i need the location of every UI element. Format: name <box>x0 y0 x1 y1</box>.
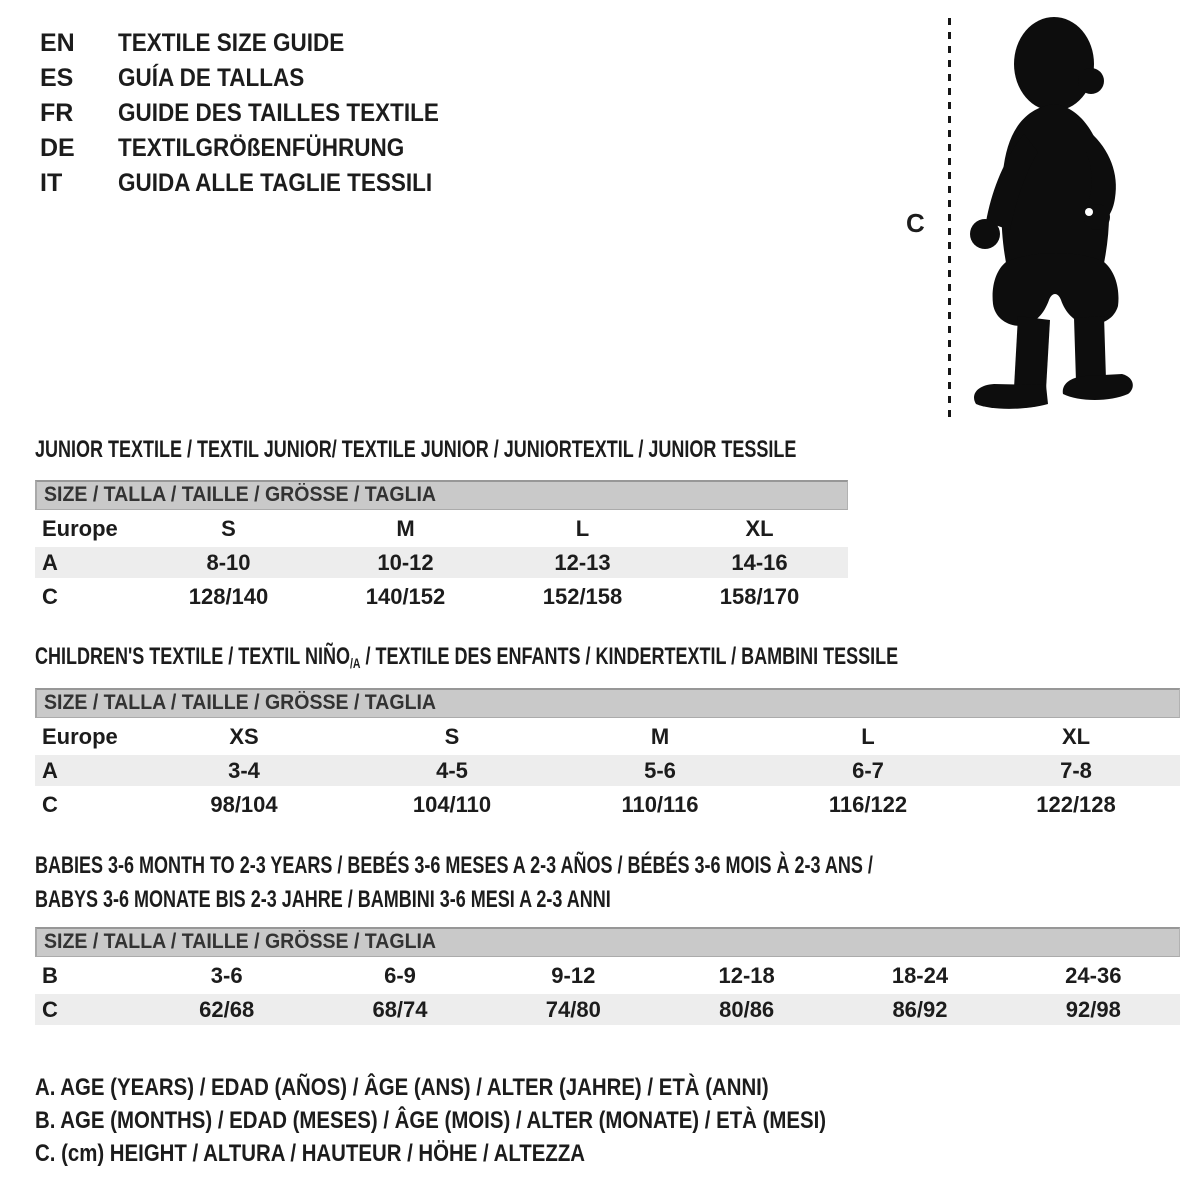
size-cell: XS <box>229 723 259 749</box>
language-code: EN <box>40 29 75 57</box>
height-cell: 110/116 <box>621 791 699 817</box>
row-label: C <box>42 791 58 817</box>
language-title: GUIDA ALLE TAGLIE TESSILI <box>118 169 433 197</box>
row-label: B <box>42 962 58 988</box>
size-cell: S <box>444 723 460 749</box>
junior-section-title: JUNIOR TEXTILE / TEXTIL JUNIOR/ TEXTILE JUNIOR / JUNIORTEXTIL / JUNIOR TESSILE <box>35 436 797 463</box>
size-cell: S <box>221 515 236 541</box>
babies-section-title: BABIES 3-6 MONTH TO 2-3 YEARS / BEBÉS 3-6 MESES A 2-3 AÑOS / BÉBÉS 3-6 MOIS À 2-3 ANS / BABYS 3-6 MONATE BIS 2-3 JAHRE / BAMBINI 3-6 MESI A 2-3 ANNI <box>35 852 873 913</box>
height-cell: 86/92 <box>892 996 948 1022</box>
table-row-months <box>35 960 1180 991</box>
size-cell: L <box>861 723 875 749</box>
toddler-silhouette-icon <box>962 14 1146 424</box>
language-title: GUIDE DES TAILLES TEXTILE <box>118 99 439 127</box>
months-cell: 6-9 <box>384 962 416 988</box>
height-cell: 92/98 <box>1065 996 1121 1022</box>
legend <box>35 1071 966 1170</box>
months-cell: 9-12 <box>551 962 596 988</box>
age-cell: 12-13 <box>554 549 611 575</box>
height-measure-label: C <box>906 208 925 238</box>
height-cell: 80/86 <box>719 996 775 1022</box>
size-cell: XL <box>1061 723 1091 749</box>
size-cell: M <box>650 723 670 749</box>
legend-line-c: C. (cm) HEIGHT / ALTURA / HAUTEUR / HÖHE / ALTEZZA <box>35 1140 586 1167</box>
height-cell: 128/140 <box>188 583 269 609</box>
age-cell: 8-10 <box>206 549 251 575</box>
language-row-fr <box>40 96 475 131</box>
height-cell: 62/68 <box>199 996 255 1022</box>
size-table-header: SIZE / TALLA / TAILLE / GRÖSSE / TAGLIA <box>35 927 1180 957</box>
height-cell: 74/80 <box>545 996 601 1022</box>
language-title: TEXTILE SIZE GUIDE <box>118 29 345 57</box>
table-row-age <box>35 547 848 578</box>
size-cell: L <box>575 515 590 541</box>
babies-size-table <box>35 927 1180 1025</box>
age-cell: 14-16 <box>731 549 788 575</box>
size-cell: XL <box>745 515 774 541</box>
children-size-table <box>35 688 1180 820</box>
table-row-height <box>35 789 1180 820</box>
table-row-height <box>35 581 848 612</box>
height-cell: 116/122 <box>828 791 908 817</box>
language-code: ES <box>40 64 74 92</box>
table-row-europe <box>35 513 848 544</box>
nino-a-subscript: /A <box>349 655 361 671</box>
size-table-header: SIZE / TALLA / TAILLE / GRÖSSE / TAGLIA <box>35 480 848 510</box>
row-label: A <box>42 549 58 575</box>
months-cell: 12-18 <box>718 962 775 988</box>
months-cell: 3-6 <box>210 962 243 988</box>
months-cell: 24-36 <box>1065 962 1122 988</box>
size-table-header: SIZE / TALLA / TAILLE / GRÖSSE / TAGLIA <box>35 688 1180 718</box>
height-cell: 122/128 <box>1036 791 1116 817</box>
language-code: IT <box>40 169 63 197</box>
height-cell: 104/110 <box>412 791 492 817</box>
language-code: FR <box>40 99 74 127</box>
row-label: A <box>42 757 58 783</box>
language-row-en <box>40 26 475 61</box>
row-label: Europe <box>42 515 118 541</box>
height-cell: 158/170 <box>719 583 800 609</box>
age-cell: 10-12 <box>377 549 434 575</box>
age-cell: 4-5 <box>436 757 468 783</box>
age-cell: 3-4 <box>228 757 260 783</box>
height-measure-line <box>948 18 951 418</box>
table-row-europe <box>35 721 1180 752</box>
language-title: TEXTILGRÖßENFÜHRUNG <box>118 134 405 162</box>
language-row-it <box>40 166 475 201</box>
age-cell: 7-8 <box>1060 757 1092 783</box>
height-cell: 152/158 <box>542 583 623 609</box>
legend-line-a: A. AGE (YEARS) / EDAD (AÑOS) / ÂGE (ANS) / ALTER (JAHRE) / ETÀ (ANNI) <box>35 1074 769 1101</box>
age-cell: 6-7 <box>852 757 884 783</box>
children-section-title: CHILDREN'S TEXTILE / TEXTIL NIÑO/A / TEXTILE DES ENFANTS / KINDERTEXTIL / BAMBINI TESSILE <box>35 643 899 671</box>
height-cell: 98/104 <box>210 791 278 817</box>
age-cell: 5-6 <box>644 757 676 783</box>
language-title: GUÍA DE TALLAS <box>118 64 305 92</box>
row-label: C <box>42 583 58 609</box>
language-code: DE <box>40 134 75 162</box>
row-label: C <box>42 996 58 1022</box>
language-row-es <box>40 61 475 96</box>
legend-line-b: B. AGE (MONTHS) / EDAD (MESES) / ÂGE (MOIS) / ALTER (MONATE) / ETÀ (MESI) <box>35 1107 827 1134</box>
height-cell: 140/152 <box>365 583 446 609</box>
months-cell: 18-24 <box>891 962 949 988</box>
height-cell: 68/74 <box>372 996 428 1022</box>
language-title-list <box>40 26 475 201</box>
language-row-de <box>40 131 475 166</box>
table-row-height <box>35 994 1180 1025</box>
junior-size-table <box>35 480 848 612</box>
table-row-age <box>35 755 1180 786</box>
row-label: Europe <box>42 723 118 749</box>
size-cell: M <box>396 515 415 541</box>
